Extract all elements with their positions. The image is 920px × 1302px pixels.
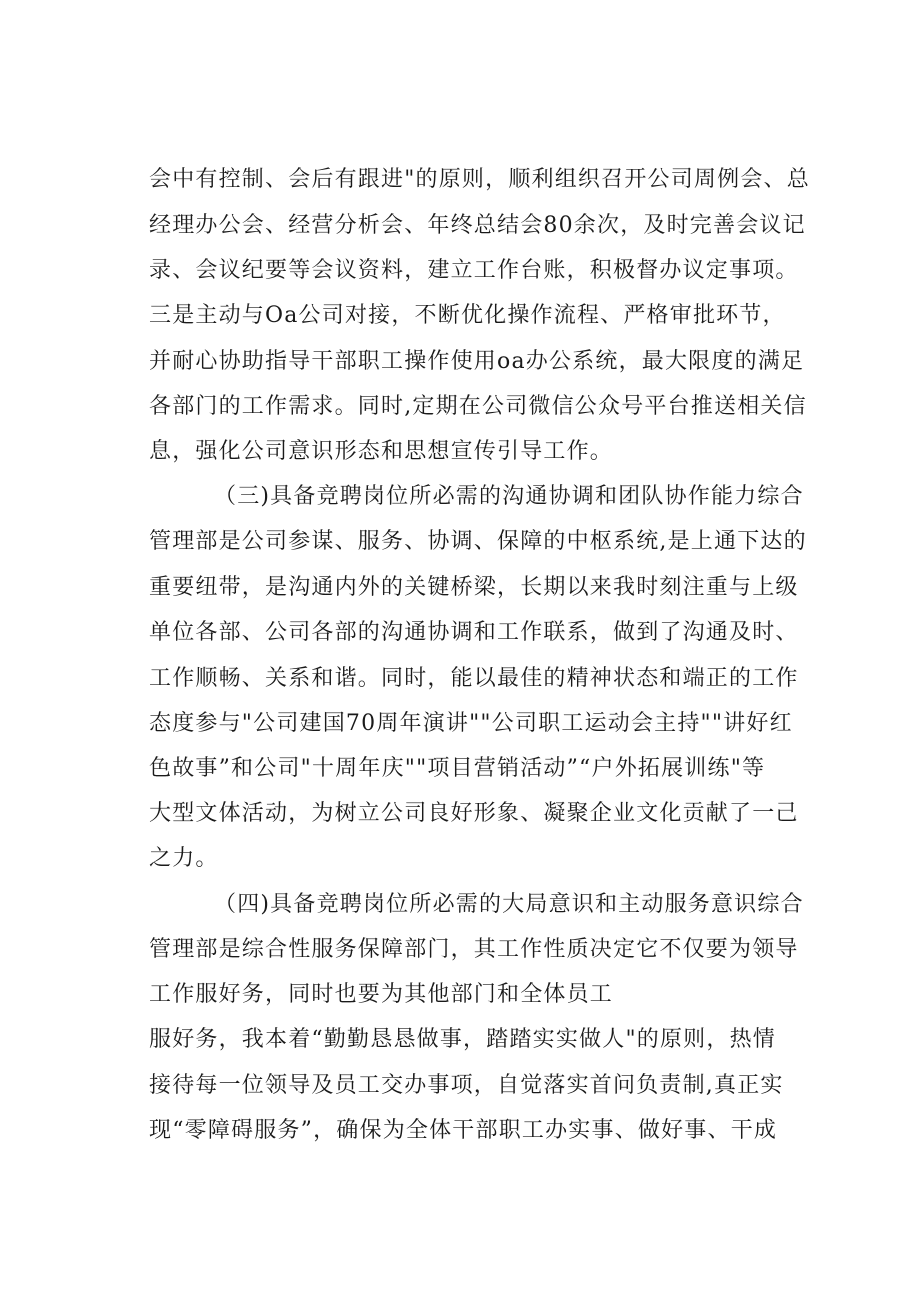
paragraph-line: 各部门的工作需求。同时,定期在公司微信公众号平台推送相关信 [149, 394, 807, 419]
paragraph-line: 重要纽带，是沟通内外的关键桥梁，长期以来我时刻注重与上级 [149, 575, 799, 600]
paragraph-line: 服好务，我本着“勤勤恳恳做事，踏踏实实做人"的原则，热情 [149, 1027, 776, 1052]
paragraph-line: 管理部是综合性服务保障部门，其工作性质决定它不仅要为领导 [149, 937, 799, 962]
paragraph-line: 并耐心协助指导干部职工操作使用oa办公系统，最大限度的满足 [149, 349, 805, 374]
paragraph-line: 工作顺畅、关系和谐。同时，能以最佳的精神状态和端正的工作 [149, 666, 799, 691]
paragraph-line: 工作服好务，同时也要为其他部门和全体员工 [149, 982, 614, 1007]
paragraph-line: 现“零障碍服务”，确保为全体干部职工办实事、做好事、干成 [149, 1118, 778, 1143]
paragraph-line: 接待每一位领导及员工交办事项，自觉落实首问负责制,真正实 [149, 1073, 784, 1098]
paragraph-line: 色故事”和公司"十周年庆""项目营销活动”“户外拓展训练"等 [149, 756, 766, 781]
paragraph-line: 管理部是公司参谋、服务、协调、保障的中枢系统,是上通下达的 [149, 529, 807, 554]
paragraph-line: 息，强化公司意识形态和思想宣传引导工作。 [149, 439, 614, 464]
paragraph-line: 经理办公会、经营分析会、年终总结会80余次，及时完善会议记 [149, 213, 806, 238]
section-heading-line: （三)具备竞聘岗位所必需的沟通协调和团队协作能力综合 [214, 484, 804, 509]
section-heading-line: （四)具备竞聘岗位所必需的大局意识和主动服务意识综合 [214, 892, 804, 917]
paragraph-line: 之力。 [149, 846, 219, 871]
paragraph-line: 会中有控制、会后有跟进"的原则，顺利组织召开公司周例会、总 [149, 167, 810, 192]
paragraph-line: 单位各部、公司各部的沟通协调和工作联系，做到了沟通及时、 [149, 620, 799, 645]
paragraph-line: 录、会议纪要等会议资料，建立工作台账，积极督办议定事项。 [149, 258, 799, 283]
paragraph-line: 态度参与"公司建国70周年演讲""公司职工运动会主持""讲好红 [149, 711, 793, 736]
paragraph-line: 三是主动与Oa公司对接，不断优化操作流程、严格审批环节， [149, 303, 786, 328]
paragraph-line: 大型文体活动，为树立公司良好形象、凝聚企业文化贡献了一己 [149, 801, 799, 826]
